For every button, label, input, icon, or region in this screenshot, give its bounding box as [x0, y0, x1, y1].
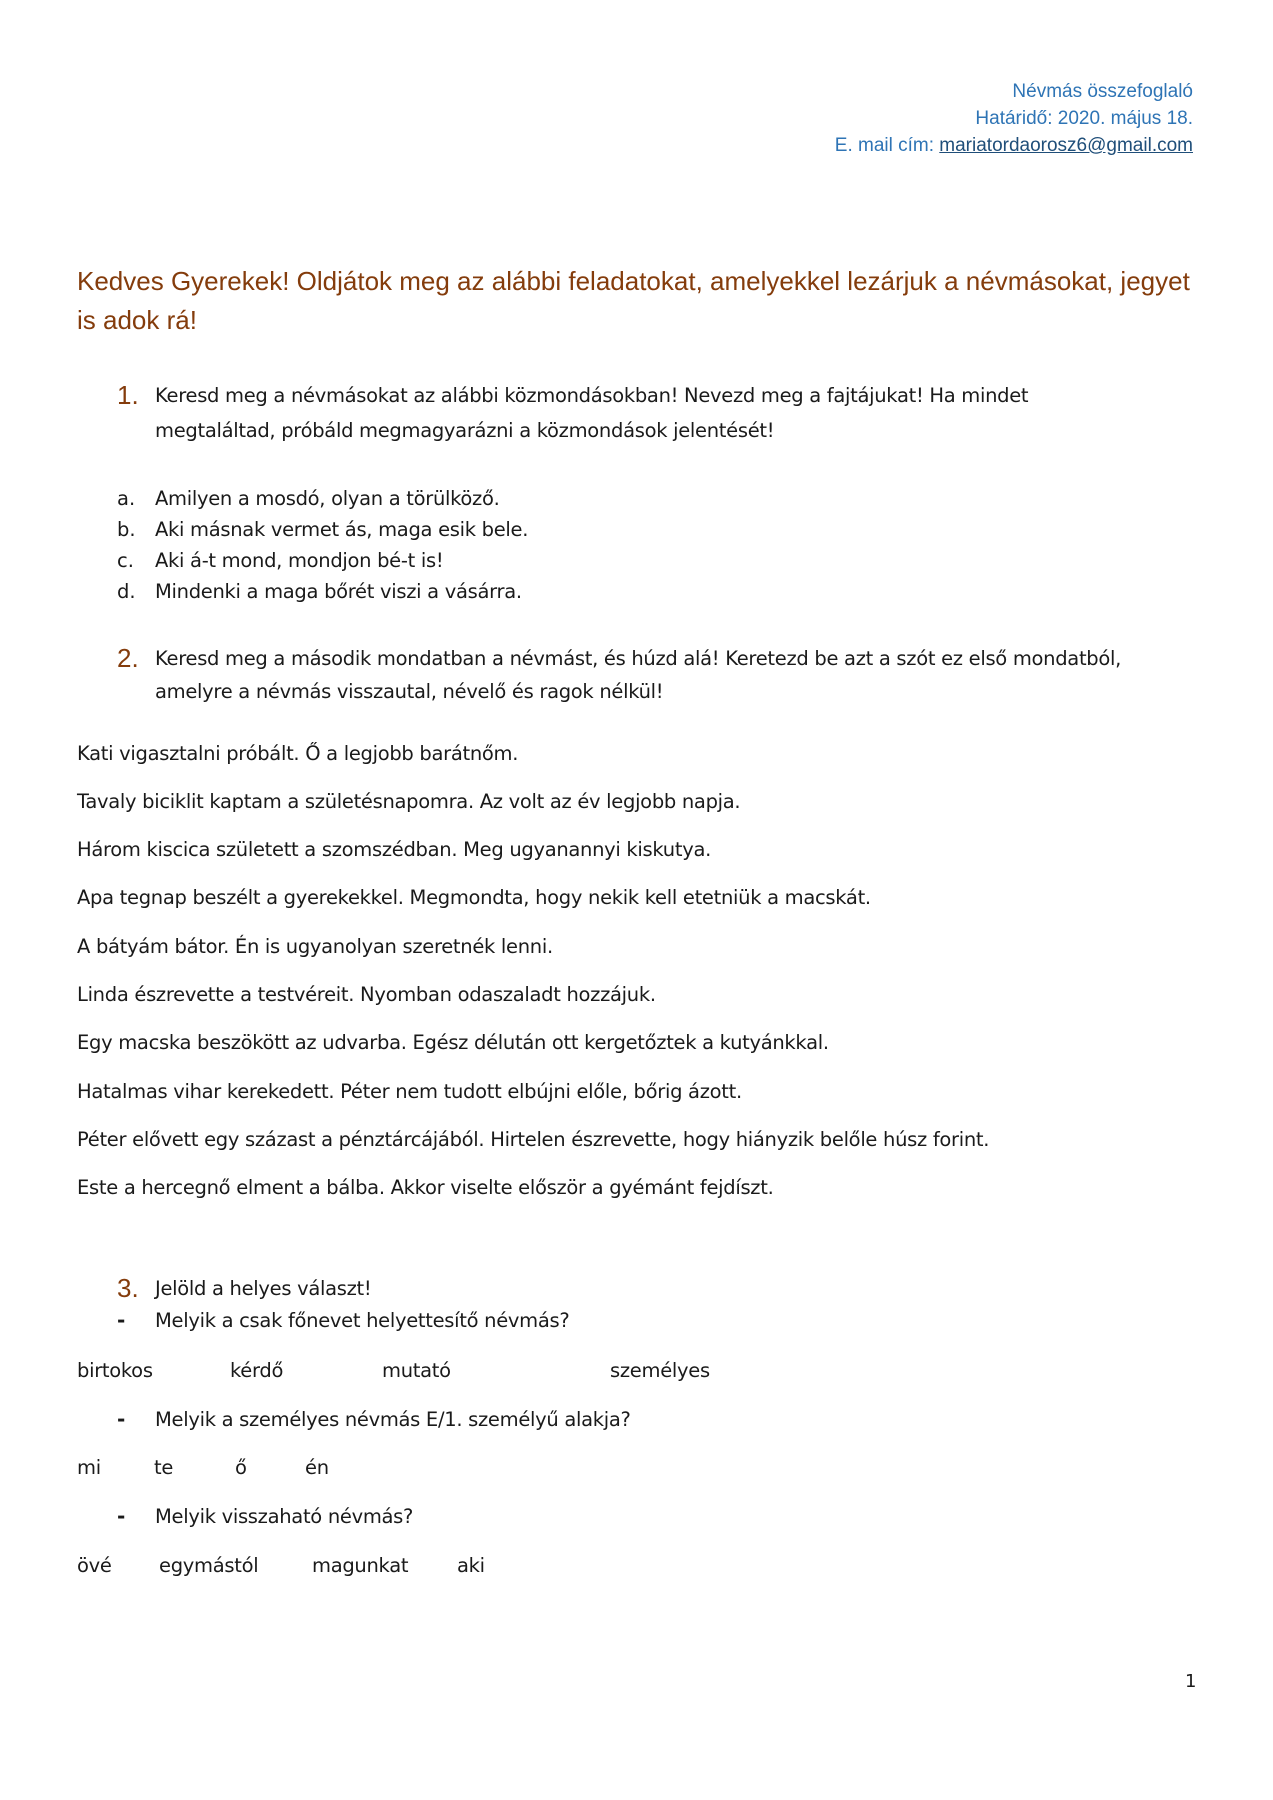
task1-instruction-line1: Keresd meg a névmásokat az alábbi közmondásokban! Nevezd meg a fajtájukat! Ha mindet	[155, 384, 1029, 407]
header-email-line	[835, 132, 1193, 159]
answer-option[interactable]: én	[305, 1456, 329, 1479]
task1-item-marker: d.	[117, 580, 136, 603]
answer-option[interactable]: mutató	[382, 1359, 451, 1382]
task1-item-marker: a.	[117, 487, 136, 510]
email-link[interactable]: mariatordaorosz6@gmail.com	[939, 135, 1193, 156]
sentence-pair: Este a hercegnő elment a bálba. Akkor viselte először a gyémánt fejdíszt.	[77, 1176, 774, 1199]
task1-item-marker: b.	[117, 518, 136, 541]
question-dash: -	[117, 1308, 126, 1332]
answer-option[interactable]: te	[154, 1456, 174, 1479]
task1-item-text: Aki másnak vermet ás, maga esik bele.	[155, 518, 529, 541]
task1-item-text: Mindenki a maga bőrét viszi a vásárra.	[155, 580, 522, 603]
question-text: Melyik a csak főnevet helyettesítő névmás?	[155, 1309, 570, 1332]
sentence-pair: Kati vigasztalni próbált. Ő a legjobb barátnőm.	[77, 742, 519, 765]
task3-number: 3.	[117, 1273, 139, 1303]
sentence-pair: A bátyám bátor. Én is ugyanolyan szeretnék lenni.	[77, 935, 553, 958]
page-number: 1	[1185, 1671, 1197, 1692]
page-title: Kedves Gyerekek! Oldjátok meg az alábbi feladatokat, amelyekkel lezárjuk a névmásokat, jegyet is adok rá!	[77, 266, 1190, 335]
task1-item-marker: c.	[117, 549, 134, 572]
question-text: Melyik visszaható névmás?	[155, 1505, 414, 1528]
sentence-pair: Tavaly biciklit kaptam a születésnapomra. Az volt az év legjobb napja.	[77, 790, 741, 813]
sentence-pair: Hatalmas vihar kerekedett. Péter nem tudott elbújni előle, bőrig ázott.	[77, 1080, 742, 1103]
task2-instruction-line1: Keresd meg a második mondatban a névmást, és húzd alá! Keretezd be azt a szót ez első mondatból,	[155, 647, 1122, 670]
answer-option[interactable]: övé	[77, 1554, 112, 1577]
task2-number: 2.	[117, 643, 139, 673]
sentence-pair: Három kiscica született a szomszédban. Meg ugyanannyi kiskutya.	[77, 838, 711, 861]
question-text: Melyik a személyes névmás E/1. személyű alakja?	[155, 1408, 631, 1431]
task1-item-text: Aki á-t mond, mondjon bé-t is!	[155, 549, 444, 572]
task3-instruction: Jelöld a helyes választ!	[155, 1277, 372, 1300]
answer-option[interactable]: magunkat	[312, 1554, 409, 1577]
sentence-pair: Egy macska beszökött az udvarba. Egész délután ott kergetőztek a kutyánkkal.	[77, 1031, 829, 1054]
answer-option[interactable]: kérdő	[230, 1359, 284, 1382]
answer-option[interactable]: birtokos	[77, 1359, 153, 1382]
answer-option[interactable]: aki	[457, 1554, 485, 1577]
task2-instruction-line2: amelyre a névmás visszautal, névelő és ragok nélkül!	[155, 680, 664, 703]
email-label: E. mail cím:	[834, 135, 940, 156]
question-dash: -	[117, 1504, 126, 1528]
sentence-pair: Péter elővett egy százast a pénztárcájából. Hirtelen észrevette, hogy hiányzik belőle húsz forint.	[77, 1128, 990, 1151]
answer-option[interactable]: ő	[235, 1456, 247, 1479]
task1-item-text: Amilyen a mosdó, olyan a törülköző.	[155, 487, 500, 510]
answer-option[interactable]: mi	[77, 1456, 101, 1479]
task1-number: 1.	[117, 380, 139, 410]
answer-option[interactable]: személyes	[610, 1359, 710, 1382]
answer-option[interactable]: egymástól	[159, 1554, 259, 1577]
sentence-pair: Linda észrevette a testvéreit. Nyomban odaszaladt hozzájuk.	[77, 983, 656, 1006]
header-doc-title: Névmás összefoglaló	[1012, 81, 1193, 102]
header-deadline: Határidő: 2020. május 18.	[975, 108, 1193, 129]
sentence-pair: Apa tegnap beszélt a gyerekekkel. Megmondta, hogy nekik kell etetniük a macskát.	[77, 886, 871, 909]
question-dash: -	[117, 1407, 126, 1431]
task1-instruction-line2: megtaláltad, próbáld megmagyarázni a közmondások jelentését!	[155, 419, 775, 442]
